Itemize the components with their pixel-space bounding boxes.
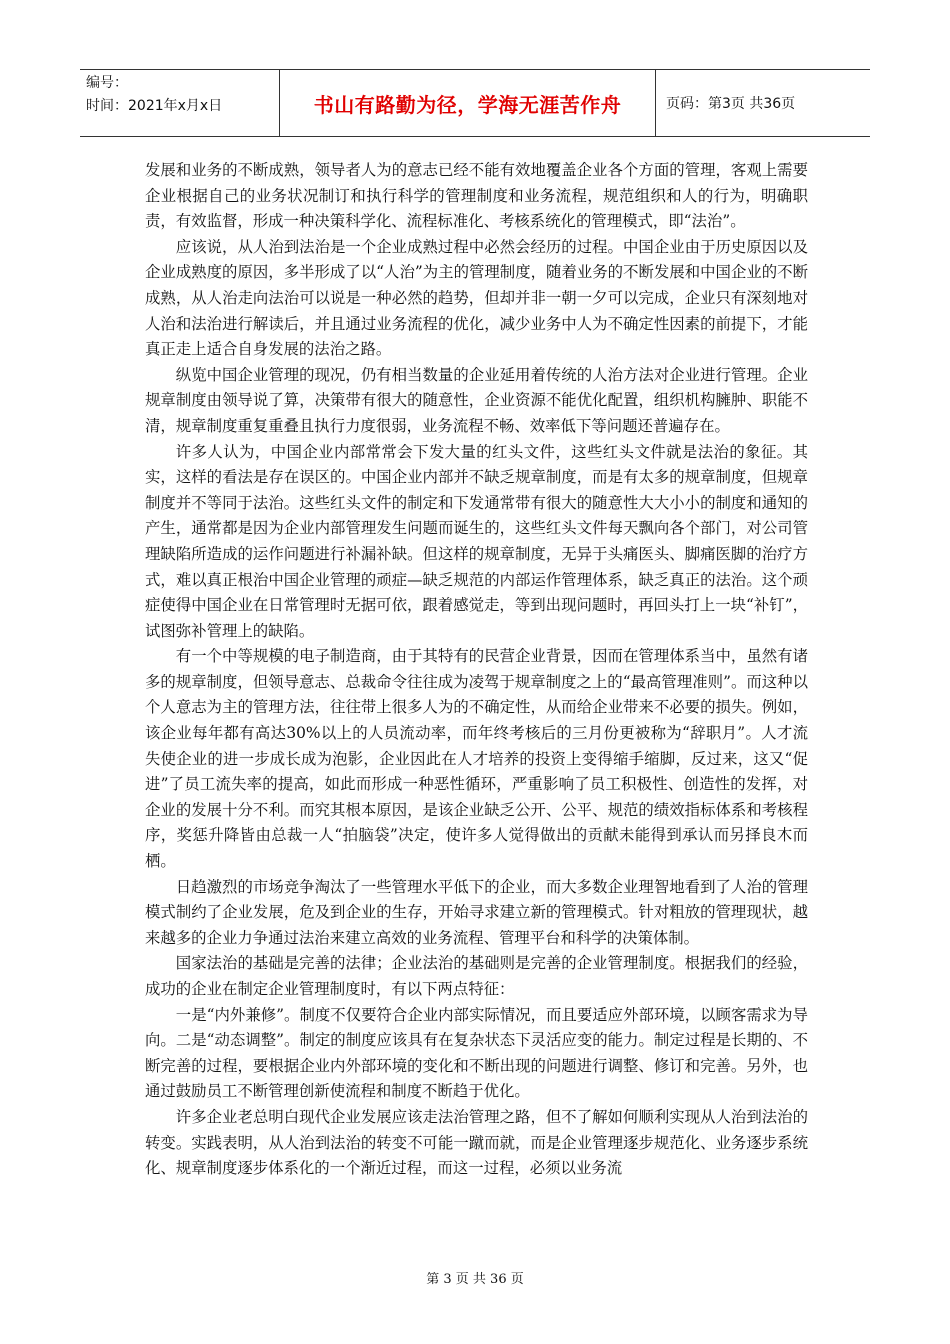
header-page-info: 页码：第3页 共36页 [666, 96, 796, 112]
paragraph: 许多人认为，中国企业内部常常会下发大量的红头文件，这些红头文件就是法治的象征。其实，这样的看法是存在误区的。中国企业内部并不缺乏规章制度，而是有太多的规章制度，但规章制度并不等同于法治。这些红头文件的制定和下发通常带有很大的随意性大大小小的制度和通知的产生，通常都是因为企业内部管理发生问题而诞生的，这些红头文件每天飘向各个部门，对公司管理缺陷所造成的运作问题进行补漏补缺。但这样的规章制度，无异于头痛医头、脚痛医脚的治疗方式，难以真正根治中国企业管理的顽症—缺乏规范的内部运作管理体系，缺乏真正的法治。这个顽症使得中国企业在日常管理时无据可依，跟着感觉走，等到出现问题时，再回头打上一块“补钉”，试图弥补管理上的缺陷。 [145, 442, 808, 640]
footer-page-number: 第 3 页 共 36 页 [426, 1272, 524, 1287]
date-label: 时间：2021年x月x日 [86, 98, 223, 114]
paragraph: 国家法治的基础是完善的法律；企业法治的基础则是完善的企业管理制度。根据我们的经验，成功的企业在制定企业管理制度时，有以下两点特征： [145, 954, 808, 998]
paragraph: 日趋激烈的市场竞争淘汰了一些管理水平低下的企业，而大多数企业理智地看到了人治的管理模式制约了企业发展，危及到企业的生存，开始寻求建立新的管理模式。针对粗放的管理现状，越来越多的企业力争通过法治来建立高效的业务流程、管理平台和科学的决策体制。 [145, 877, 808, 947]
paragraph: 纵览中国企业管理的现况，仍有相当数量的企业延用着传统的人治方法对企业进行管理。企业规章制度由领导说了算，决策带有很大的随意性，企业资源不能优化配置，组织机构臃肿、职能不清，规章制度重复重叠且执行力度很弱，业务流程不畅、效率低下等问题还普遍存在。 [145, 365, 808, 435]
header-motto: 书山有路勤为径，学海无涯苦作舟 [313, 92, 622, 117]
number-label: 编号： [86, 75, 128, 91]
paragraph: 发展和业务的不断成熟，领导者人为的意志已经不能有效地覆盖企业各个方面的管理，客观上需要企业根据自己的业务状况制订和执行科学的管理制度和业务流程，规范组织和人的行为，明确职责，有效监督，形成一种决策科学化、流程标准化、考核系统化的管理模式，即“法治”。 [145, 161, 808, 231]
document-body [145, 158, 808, 1182]
paragraph: 一是“内外兼修”。制度不仅要符合企业内部实际情况，而且要适应外部环境，以顾客需求为导向。二是“动态调整”。制定的制度应该具有在复杂状态下灵活应变的能力。制定过程是长期的、不断完善的过程，要根据企业内外部环境的变化和不断出现的问题进行调整、修订和完善。另外，也通过鼓励员工不断管理创新使流程和制度不断趋于优化。 [145, 1005, 808, 1101]
header-motto-cell [280, 70, 656, 136]
page-header [80, 69, 870, 137]
paragraph: 许多企业老总明白现代企业发展应该走法治管理之路，但不了解如何顺利实现从人治到法治的转变。实践表明，从人治到法治的转变不可能一蹴而就，而是企业管理逐步规范化、业务逐步系统化、规章制度逐步体系化的一个渐近过程，而这一过程，必须以业务流 [145, 1107, 808, 1178]
page-footer [0, 1268, 950, 1287]
paragraph: 有一个中等规模的电子制造商，由于其特有的民营企业背景，因而在管理体系当中，虽然有诸多的规章制度，但领导意志、总裁命令往往成为凌驾于规章制度之上的“最高管理准则”。而这种以个人意志为主的管理方法，往往带上很多人为的不确定性，从而给企业带来不必要的损失。例如，该企业每年都有高达30%以上的人员流动率，而年终考核后的三月份更被称为“辞职月”。人才流失使企业的进一步成长成为泡影，企业因此在人才培养的投资上变得缩手缩脚，反过来，这又“促进”了员工流失率的提高，如此而形成一种恶性循环，严重影响了员工积极性、创造性的发挥，对企业的发展十分不利。而究其根本原因，是该企业缺乏公开、公平、规范的绩效指标体系和考核程序，奖惩升降皆由总裁一人“拍脑袋”决定，使许多人觉得做出的贡献未能得到承认而另择良木而栖。 [145, 647, 808, 871]
header-meta [80, 70, 280, 136]
header-page-cell [656, 70, 870, 136]
paragraph: 应该说，从人治到法治是一个企业成熟过程中必然会经历的过程。中国企业由于历史原因以及企业成熟度的原因，多半形成了以“人治”为主的管理制度，随着业务的不断发展和中国企业的不断成熟，从人治走向法治可以说是一种必然的趋势，但却并非一朝一夕可以完成，企业只有深刻地对人治和法治进行解读后，并且通过业务流程的优化，减少业务中人为不确定性因素的前提下，才能真正走上适合自身发展的法治之路。 [145, 237, 808, 359]
